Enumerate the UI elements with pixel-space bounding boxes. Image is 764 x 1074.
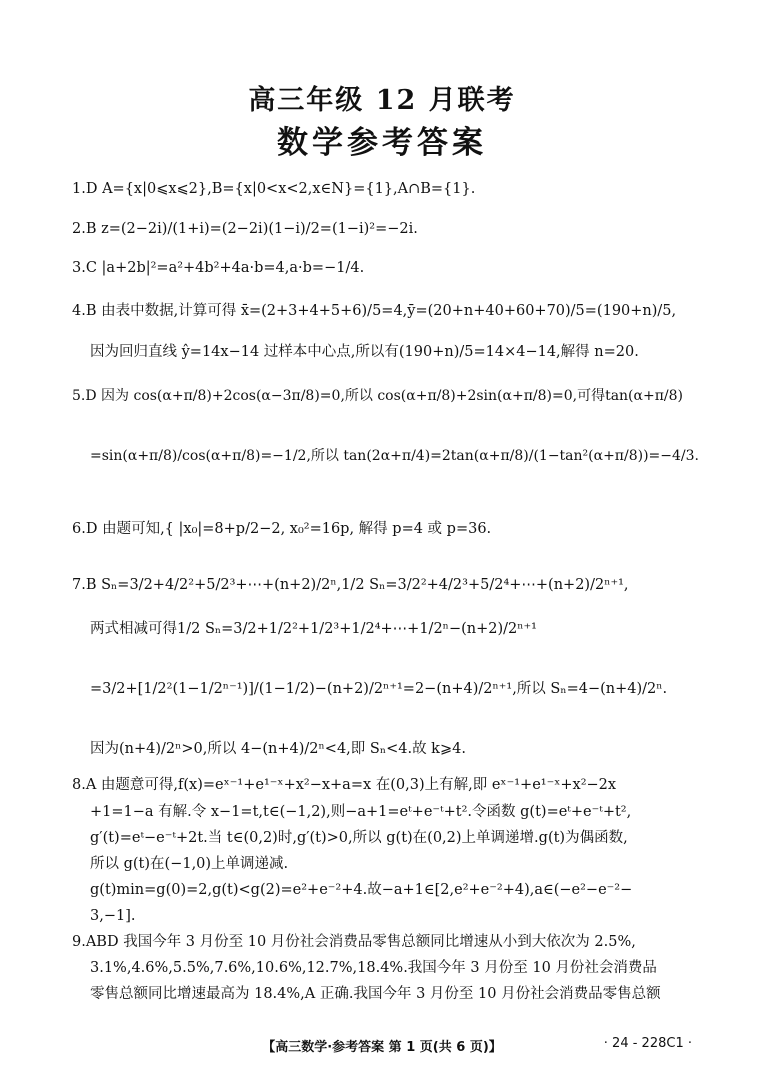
answer-3: 3.C |a+2b|²=a²+4b²+4a·b=4,a·b=−1/4. — [72, 260, 365, 276]
answer-5-line-1: 5.D 因为 cos(α+π/8)+2cos(α−3π/8)=0,所以 cos(α+π/8)+2sin(α+π/8)=0,可得tan(α+π/8) — [72, 388, 683, 404]
answer-9-line-2: 3.1%,4.6%,5.5%,7.6%,10.6%,12.7%,18.4%.我国今年 3 月份至 10 月份社会消费品 — [90, 960, 657, 976]
answer-6: 6.D 由题可知,{ |x₀|=8+p/2−2, x₀²=16p, 解得 p=4 或 p=36. — [72, 521, 492, 537]
answer-8-line-2: +1=1−a 有解.令 x−1=t,t∈(−1,2),则−a+1=eᵗ+e⁻ᵗ+t².令函数 g(t)=eᵗ+e⁻ᵗ+t², — [90, 804, 632, 820]
answer-8-line-1: 8.A 由题意可得,f(x)=eˣ⁻¹+e¹⁻ˣ+x²−x+a=x 在(0,3)上有解,即 eˣ⁻¹+e¹⁻ˣ+x²−2x — [72, 777, 617, 793]
answer-7-line-3: =3/2+[1/2²(1−1/2ⁿ⁻¹)]/(1−1/2)−(n+2)/2ⁿ⁺¹=2−(n+4)/2ⁿ⁺¹,所以 Sₙ=4−(n+4)/2ⁿ. — [90, 681, 668, 697]
answer-1: 1.D A={x|0⩽x⩽2},B={x|0<x<2,x∈N}={1},A∩B={1}. — [72, 181, 476, 197]
page-subtitle: 数学参考答案 — [277, 125, 487, 161]
footer-page-info: 【高三数学·参考答案 第 1 页(共 6 页)】 — [262, 1040, 502, 1055]
answer-4-line-2: 因为回归直线 ŷ=14x−14 过样本中心点,所以有(190+n)/5=14×4−14,解得 n=20. — [90, 344, 639, 360]
answer-5-line-2: =sin(α+π/8)/cos(α+π/8)=−1/2,所以 tan(2α+π/4)=2tan(α+π/8)/(1−tan²(α+π/8))=−4/3. — [90, 448, 699, 464]
answer-8-line-6: 3,−1]. — [90, 908, 136, 924]
answer-7-line-2: 两式相减可得1/2 Sₙ=3/2+1/2²+1/2³+1/2⁴+⋯+1/2ⁿ−(n+2)/2ⁿ⁺¹ — [90, 621, 537, 637]
answer-7-line-4: 因为(n+4)/2ⁿ>0,所以 4−(n+4)/2ⁿ<4,即 Sₙ<4.故 k⩾4. — [90, 741, 466, 757]
answer-9-line-1: 9.ABD 我国今年 3 月份至 10 月份社会消费品零售总额同比增速从小到大依次为 2.5%, — [72, 934, 636, 950]
answer-4-line-1: 4.B 由表中数据,计算可得 x̄=(2+3+4+5+6)/5=4,ȳ=(20+n+40+60+70)/5=(190+n)/5, — [72, 303, 677, 319]
answer-8-line-4: 所以 g(t)在(−1,0)上单调递减. — [90, 856, 289, 872]
answer-8-line-5: g(t)min=g(0)=2,g(t)<g(2)=e²+e⁻²+4.故−a+1∈[2,e²+e⁻²+4),a∈(−e²−e⁻²− — [90, 882, 633, 898]
answer-7-line-1: 7.B Sₙ=3/2+4/2²+5/2³+⋯+(n+2)/2ⁿ,1/2 Sₙ=3/2²+4/2³+5/2⁴+⋯+(n+2)/2ⁿ⁺¹, — [72, 577, 629, 593]
page-title: 高三年级 12 月联考 — [248, 85, 516, 116]
footer-code: · 24 - 228C1 · — [603, 1036, 692, 1051]
answer-2: 2.B z=(2−2i)/(1+i)=(2−2i)(1−i)/2=(1−i)²=−2i. — [72, 221, 418, 237]
answer-9-line-3: 零售总额同比增速最高为 18.4%,A 正确.我国今年 3 月份至 10 月份社会消费品零售总额 — [90, 986, 661, 1002]
answer-8-line-3: g′(t)=eᵗ−e⁻ᵗ+2t.当 t∈(0,2)时,g′(t)>0,所以 g(t)在(0,2)上单调递增.g(t)为偶函数, — [90, 830, 628, 846]
